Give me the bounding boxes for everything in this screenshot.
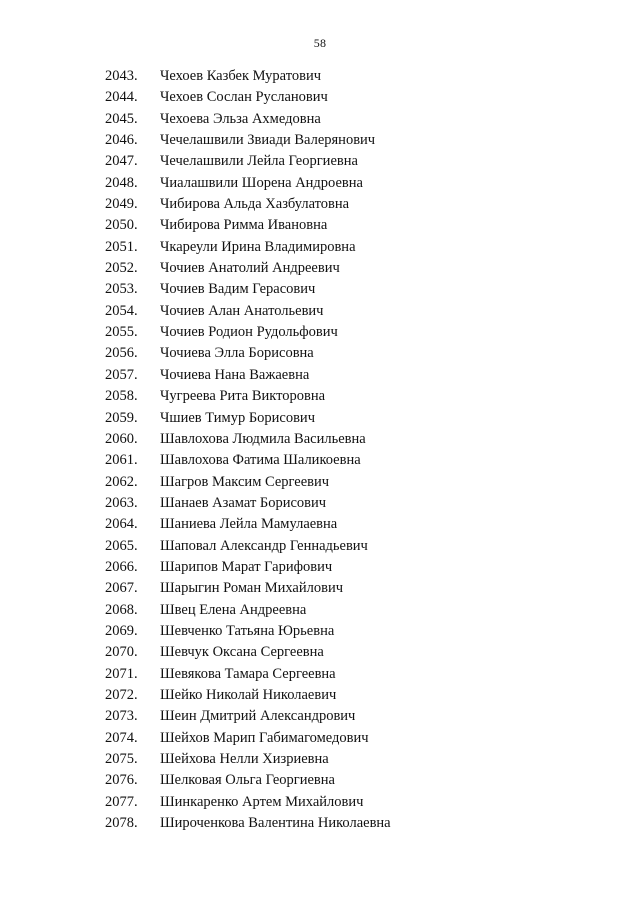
entry-name: Чугреева Рита Викторовна <box>160 388 326 405</box>
entry-name: Чиалашвили Шорена Андроевна <box>160 174 363 191</box>
entry-number: 2067. <box>105 580 138 597</box>
entry-number: 2077. <box>105 793 138 810</box>
list-item <box>0 536 640 557</box>
page-number: 58 <box>313 36 327 50</box>
entry-name: Шевченко Татьяна Юрьевна <box>160 622 335 639</box>
list-item <box>0 301 640 322</box>
entry-number: 2072. <box>105 686 138 703</box>
list-item <box>0 343 640 364</box>
list-item <box>0 215 640 236</box>
entry-name: Шеин Дмитрий Александрович <box>160 708 356 725</box>
entry-number: 2061. <box>105 452 138 469</box>
entry-name: Шаниева Лейла Мамулаевна <box>160 516 338 533</box>
list-item <box>0 408 640 429</box>
entry-number: 2062. <box>105 473 138 490</box>
entry-name: Шавлохова Людмила Васильевна <box>160 430 366 447</box>
list-item <box>0 194 640 215</box>
entry-number: 2060. <box>105 430 138 447</box>
entry-number: 2078. <box>105 815 138 832</box>
entry-number: 2070. <box>105 644 138 661</box>
entry-number: 2052. <box>105 260 138 277</box>
list-item <box>0 557 640 578</box>
entry-number: 2058. <box>105 388 138 405</box>
list-item <box>0 472 640 493</box>
entry-name: Шагров Максим Сергеевич <box>160 473 330 490</box>
entry-number: 2057. <box>105 366 138 383</box>
list-item <box>0 792 640 813</box>
list-item <box>0 749 640 770</box>
list-item <box>0 365 640 386</box>
entry-name: Чочиева Элла Борисовна <box>160 345 314 362</box>
list-item <box>0 450 640 471</box>
entry-number: 2075. <box>105 751 138 767</box>
entry-name: Шинкаренко Артем Михайлович <box>160 793 364 810</box>
entry-number: 2066. <box>105 558 138 575</box>
entry-name: Шелковая Ольга Георгиевна <box>160 772 335 789</box>
entry-number: 2050. <box>105 217 138 234</box>
list-item <box>0 642 640 663</box>
entry-name: Шарыгин Роман Михайлович <box>160 580 344 597</box>
entry-name: Чехоев Сослан Русланович <box>160 89 328 106</box>
entry-name: Чочиев Вадим Герасович <box>160 281 316 298</box>
entry-number: 2049. <box>105 196 138 213</box>
entry-number: 2056. <box>105 345 138 362</box>
entry-number: 2047. <box>105 153 138 170</box>
list-item <box>0 813 640 834</box>
entry-name: Чочиев Алан Анатольевич <box>160 302 324 319</box>
entry-name: Чечелашвили Лейла Георгиевна <box>160 153 358 170</box>
entry-name: Чечелашвили Звиади Валерянович <box>160 132 376 149</box>
entry-number: 2063. <box>105 494 138 511</box>
list-item <box>0 237 640 258</box>
entry-name: Чибирова Римма Ивановна <box>160 217 328 234</box>
list-item <box>0 66 640 87</box>
entry-number: 2059. <box>105 409 138 426</box>
list-item <box>0 728 640 749</box>
entry-name: Чочиев Родион Рудольфович <box>160 324 338 341</box>
list-item <box>0 322 640 343</box>
entry-name: Шарипов Марат Гарифович <box>160 558 333 575</box>
list-item <box>0 109 640 130</box>
list-item <box>0 621 640 642</box>
list-item <box>0 578 640 599</box>
entry-name: Шевякова Тамара Сергеевна <box>160 665 336 682</box>
entry-name: Шейко Николай Николаевич <box>160 686 337 703</box>
entry-name: Чехоев Казбек Муратович <box>160 68 322 84</box>
entry-number: 2045. <box>105 110 138 127</box>
entry-name: Шаповал Александр Геннадьевич <box>160 537 368 554</box>
entry-number: 2046. <box>105 132 138 149</box>
entry-name: Шанаев Азамат Борисович <box>160 494 327 511</box>
entry-number: 2048. <box>105 174 138 191</box>
entry-name: Чибирова Альда Хазбулатовна <box>160 196 350 213</box>
entry-number: 2055. <box>105 324 138 341</box>
entry-number: 2053. <box>105 281 138 298</box>
list-item <box>0 514 640 535</box>
entry-name: Широченкова Валентина Николаевна <box>160 815 391 832</box>
list-item <box>0 151 640 172</box>
list-item <box>0 258 640 279</box>
list-item <box>0 706 640 727</box>
list-item <box>0 493 640 514</box>
name-list <box>0 66 640 834</box>
entry-name: Чочиева Нана Важаевна <box>160 366 310 383</box>
entry-number: 2074. <box>105 729 138 746</box>
entry-number: 2043. <box>105 68 138 84</box>
list-item <box>0 600 640 621</box>
entry-number: 2076. <box>105 772 138 789</box>
entry-name: Чшиев Тимур Борисович <box>160 409 315 426</box>
entry-number: 2069. <box>105 622 138 639</box>
entry-name: Швец Елена Андреевна <box>160 601 307 618</box>
entry-number: 2065. <box>105 537 138 554</box>
entry-number: 2073. <box>105 708 138 725</box>
list-item <box>0 664 640 685</box>
entry-name: Чкареули Ирина Владимировна <box>160 238 356 255</box>
entry-number: 2051. <box>105 238 138 255</box>
list-item <box>0 386 640 407</box>
entry-name: Чочиев Анатолий Андреевич <box>160 260 340 277</box>
list-item <box>0 429 640 450</box>
list-item <box>0 685 640 706</box>
list-item <box>0 87 640 108</box>
list-item <box>0 130 640 151</box>
entry-number: 2064. <box>105 516 138 533</box>
list-item <box>0 770 640 791</box>
entry-name: Чехоева Эльза Ахмедовна <box>160 110 321 127</box>
entry-number: 2054. <box>105 302 138 319</box>
list-item <box>0 279 640 300</box>
entry-number: 2068. <box>105 601 138 618</box>
entry-name: Шевчук Оксана Сергеевна <box>160 644 324 661</box>
entry-name: Шейхова Нелли Хизриевна <box>160 751 329 767</box>
list-item <box>0 173 640 194</box>
entry-name: Шейхов Марип Габимагомедович <box>160 729 369 746</box>
entry-number: 2044. <box>105 89 138 106</box>
entry-name: Шавлохова Фатима Шаликоевна <box>160 452 361 469</box>
entry-number: 2071. <box>105 665 138 682</box>
